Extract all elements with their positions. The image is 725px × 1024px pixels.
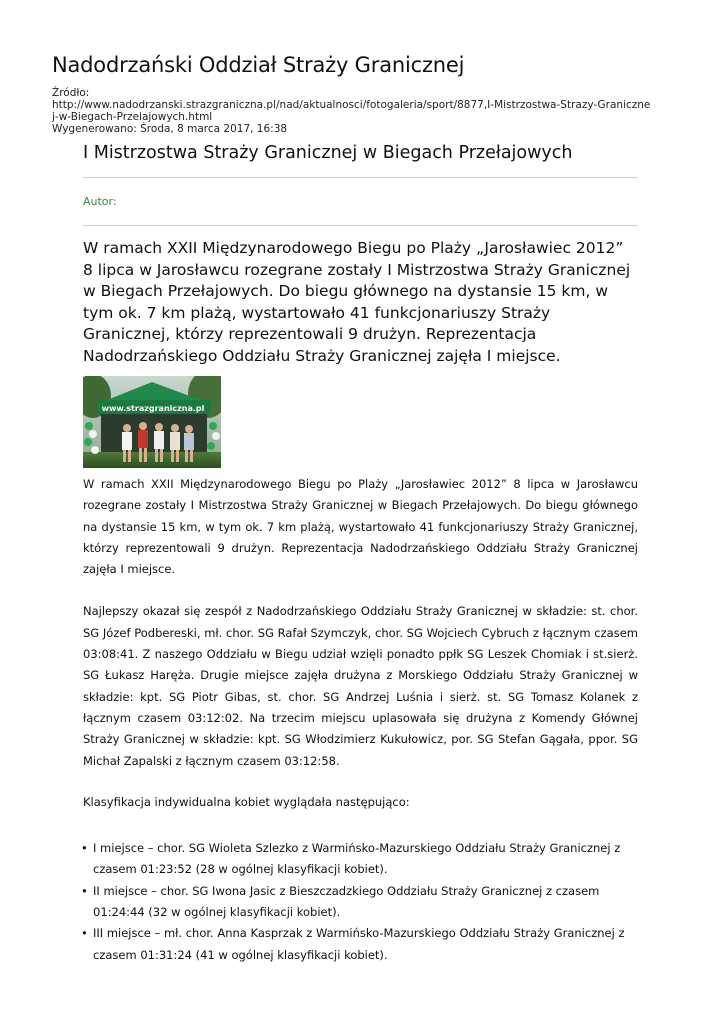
article-paragraph-3: Klasyfikacja indywidualna kobiet wyglądała następująco: — [83, 794, 410, 809]
bullet-icon: • — [81, 841, 88, 856]
generated-timestamp: Wygenerowano: Środa, 8 marca 2017, 16:38 — [52, 123, 288, 135]
bullet-icon: • — [81, 883, 88, 898]
result-text: I miejsce – chor. SG Wioleta Szlezko z Warmińsko-Mazurskiego Oddziału Straży Granicznej z czasem 01:23:52 (28 w ogólnej klasyfikacji kobiet). — [93, 841, 621, 877]
document-meta — [52, 87, 682, 135]
list-item — [81, 923, 638, 966]
team-photo-image — [83, 376, 221, 468]
result-text: II miejsce – chor. SG Iwona Jasic z Bieszczadzkiego Oddziału Straży Granicznej z czasem 01:24:44 (32 w ogólnej klasyfikacji kobiet). — [93, 883, 600, 920]
title-divider — [83, 177, 638, 178]
article-title: I Mistrzostwa Straży Granicznej w Biegach Przełajowych — [83, 143, 573, 163]
list-item — [81, 881, 638, 924]
article-paragraph-1: W ramach XXII Międzynarodowego Biegu po Plaży „Jarosławiec 2012” 8 lipca w Jarosławcu rozegrane zostały I Mistrzostwa Straży Granicznej w Biegach Przełajowych. Do biegu głównego na dystansie 15 km, w tym ok. 7 km plażą, wystartowało 41 funkcjonariuszy Straży Granicznej, którzy reprezentowali 9 drużyn. Reprezentacja Nadodrzańskiego Oddziału Straży Granicznej zajęła I miejsce. — [83, 477, 638, 577]
tent-banner-text: www.strazgraniczna.pl — [101, 404, 205, 413]
results-list — [83, 838, 638, 966]
author-label: Autor: — [83, 195, 117, 208]
article-paragraph-2: Najlepszy okazał się zespół z Nadodrzańskiego Oddziału Straży Granicznej w składzie: st. chor. SG Józef Podbereski, mł. chor. SG Rafał Szymczyk, chor. SG Wojciech Cybruch z łącznym czasem 03:08:41. Z naszego Oddziału w Biegu udział wzięli ponadto ppłk SG Leszek Chomiak i st.sierż. SG Łukasz Haręża. Drugie miejsce zajęła drużyna z Morskiego Oddziału Straży Granicznej w składzie: kpt. SG Piotr Gibas, st. chor. SG Andrzej Luśnia i sierż. st. SG Tomasz Kolanek z łącznym czasem 03:12:02. Na trzecim miejscu uplasowała się drużyna z Komendy Głównej Straży Granicznej w składzie: kpt. SG Włodzimierz Kukułowicz, por. SG Stefan Gągała, ppor. SG Michał Zapalski z łącznym czasem 03:12:58. — [83, 604, 638, 768]
article-lead: W ramach XXII Międzynarodowego Biegu po Plaży „Jarosławiec 2012” 8 lipca w Jarosławcu rozegrane zostały I Mistrzostwa Straży Granicznej w Biegach Przełajowych. Do biegu głównego na dystansie 15 km, w tym ok. 7 km plażą, wystartowało 41 funkcjonariuszy Straży Granicznej, którzy reprezentowali 9 drużyn. Reprezentacja Nadodrzańskiego Oddziału Straży Granicznej zajęła I miejsce. — [83, 239, 631, 365]
author-divider — [83, 225, 638, 226]
result-text: III miejsce – mł. chor. Anna Kasprzak z Warmińsko-Mazurskiego Oddziału Straży Granicznej z czasem 01:31:24 (41 w ogólnej klasyfikacji kobiet). — [93, 926, 625, 962]
article — [83, 140, 638, 966]
bullet-icon: • — [81, 926, 88, 941]
source-url-line1: http://www.nadodrzanski.strazgraniczna.pl/nad/aktualnosci/fotogaleria/sport/8877,I-Mistrzostwa-Strazy-Graniczne — [52, 99, 651, 111]
source-url-line2: j-w-Biegach-Przelajowych.html — [52, 111, 213, 123]
source-label: Źródło: — [52, 87, 90, 99]
article-photo — [83, 376, 221, 468]
list-item — [81, 838, 638, 881]
site-title: Nadodrzański Oddział Straży Granicznej — [52, 53, 465, 77]
